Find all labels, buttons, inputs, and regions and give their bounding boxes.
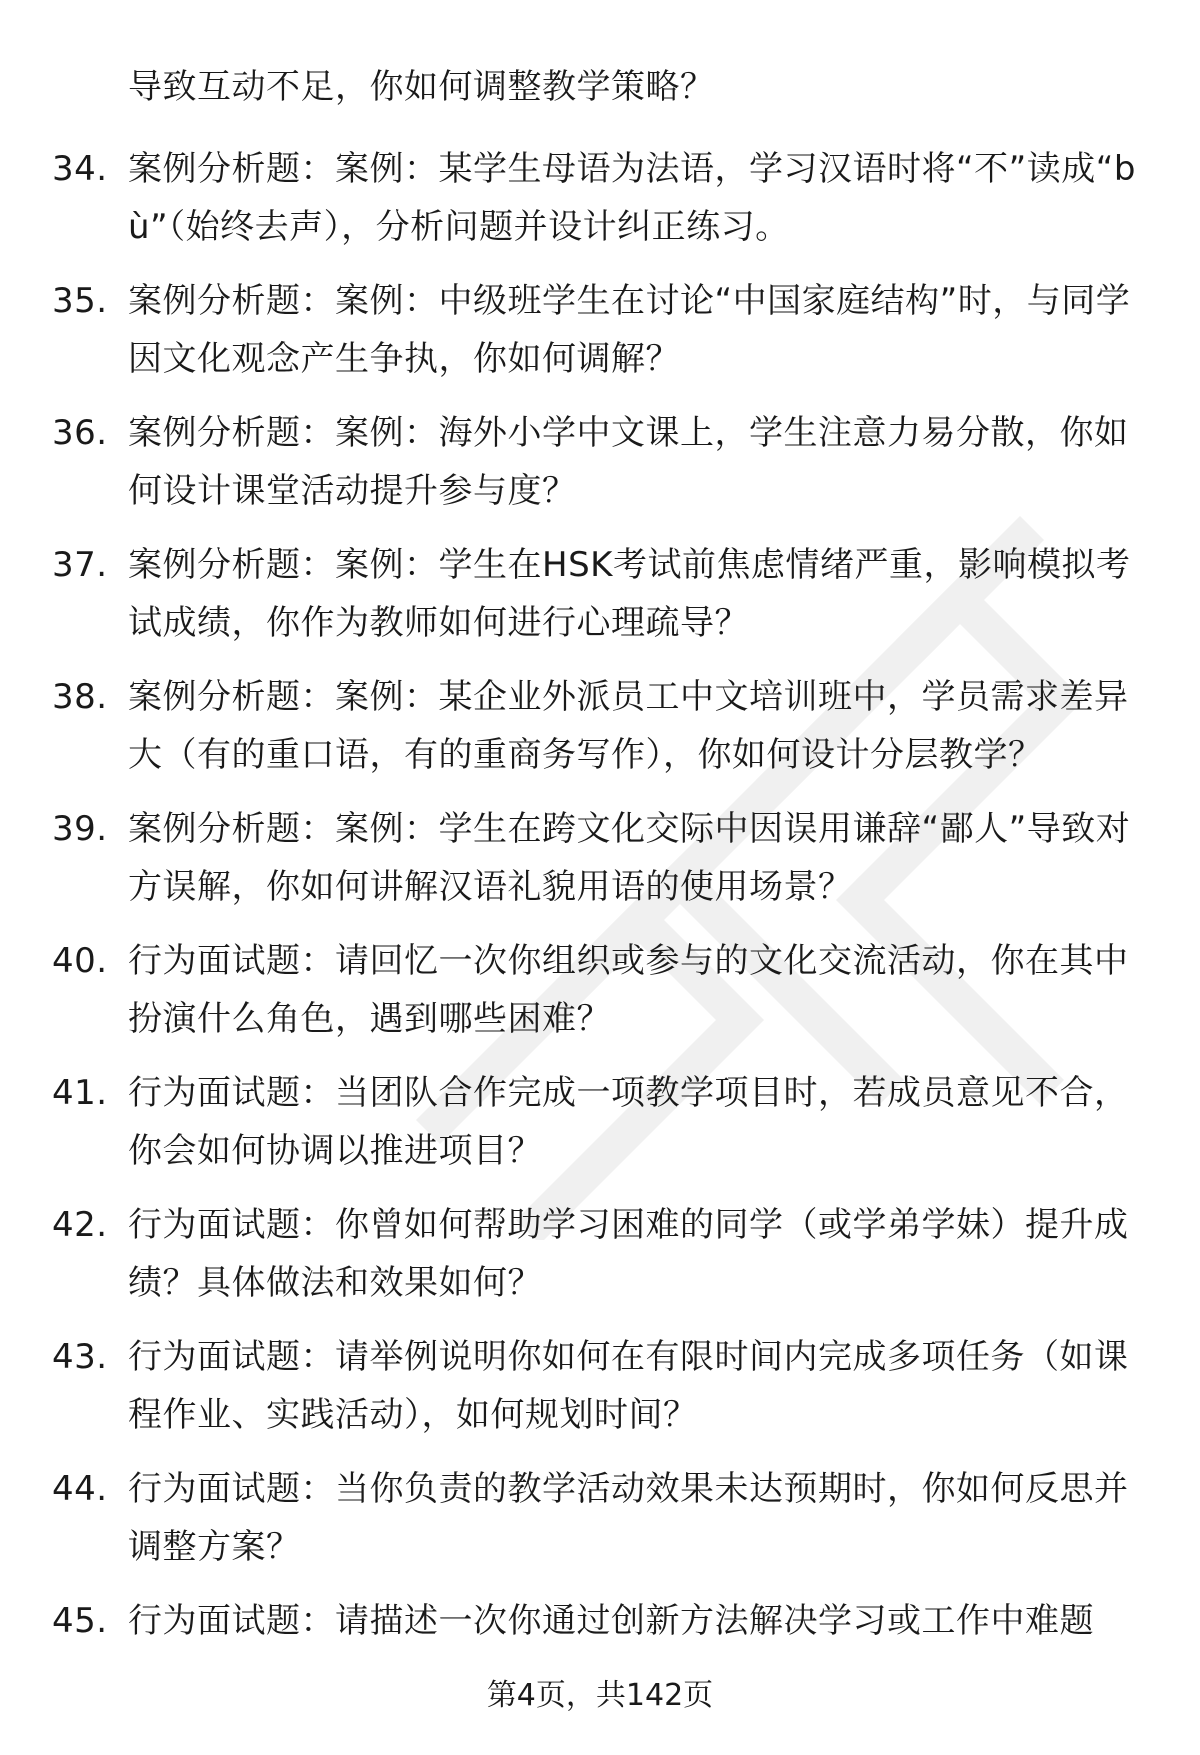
- question-text: 案例分析题：案例：某企业外派员工中文培训班中，学员需求差异大（有的重口语，有的重商务写作），你如何设计分层教学？: [128, 677, 1129, 775]
- question-item: [0, 1460, 1200, 1592]
- question-number: 39.: [52, 809, 108, 849]
- question-text: 行为面试题：你曾如何帮助学习困难的同学（或学弟学妹）提升成绩？具体做法和效果如何？: [128, 1205, 1129, 1303]
- question-item: [0, 404, 1200, 536]
- continuation-text: 导致互动不足，你如何调整教学策略？: [128, 67, 715, 107]
- question-number: 45.: [52, 1601, 108, 1641]
- question-text: 案例分析题：案例：中级班学生在讨论“中国家庭结构”时，与同学因文化观念产生争执，你如何调解？: [128, 281, 1131, 379]
- question-number: 35.: [52, 281, 108, 321]
- question-text: 行为面试题：请回忆一次你组织或参与的文化交流活动，你在其中扮演什么角色，遇到哪些困难？: [128, 941, 1129, 1039]
- question-text: 案例分析题：案例：某学生母语为法语，学习汉语时将“不”读成“bù”（始终去声），分析问题并设计纠正练习。: [128, 149, 1136, 247]
- question-number: 41.: [52, 1073, 108, 1113]
- question-item: [0, 932, 1200, 1064]
- question-text: 行为面试题：请描述一次你通过创新方法解决学习或工作中难题: [128, 1601, 1094, 1641]
- question-number: 43.: [52, 1337, 108, 1377]
- question-item: [0, 1064, 1200, 1196]
- question-item: [0, 536, 1200, 668]
- question-text: 案例分析题：案例：学生在跨文化交际中因误用谦辞“鄙人”导致对方误解，你如何讲解汉语礼貌用语的使用场景？: [128, 809, 1131, 907]
- question-number: 40.: [52, 941, 108, 981]
- question-text: 行为面试题：当团队合作完成一项教学项目时，若成员意见不合，你会如何协调以推进项目？: [128, 1073, 1129, 1171]
- question-list: [0, 140, 1200, 1724]
- question-text: 行为面试题：请举例说明你如何在有限时间内完成多项任务（如课程作业、实践活动），如何规划时间？: [128, 1337, 1129, 1435]
- question-number: 34.: [52, 149, 108, 189]
- question-text: 行为面试题：当你负责的教学活动效果未达预期时，你如何反思并调整方案？: [128, 1469, 1129, 1567]
- question-number: 42.: [52, 1205, 108, 1245]
- question-number: 38.: [52, 677, 108, 717]
- page-footer: 第4页，共142页: [486, 1678, 714, 1713]
- question-item: [0, 1328, 1200, 1460]
- question-number: 44.: [52, 1469, 108, 1509]
- question-item: [0, 140, 1200, 272]
- question-text: 案例分析题：案例：学生在HSK考试前焦虑情绪严重，影响模拟考试成绩，你作为教师如何进行心理疏导？: [128, 545, 1131, 643]
- question-item: [0, 1196, 1200, 1328]
- question-number: 36.: [52, 413, 108, 453]
- question-item: [0, 272, 1200, 404]
- question-item: [0, 668, 1200, 800]
- question-text: 案例分析题：案例：海外小学中文课上，学生注意力易分散，你如何设计课堂活动提升参与度？: [128, 413, 1129, 511]
- question-item: [0, 800, 1200, 932]
- question-number: 37.: [52, 545, 108, 585]
